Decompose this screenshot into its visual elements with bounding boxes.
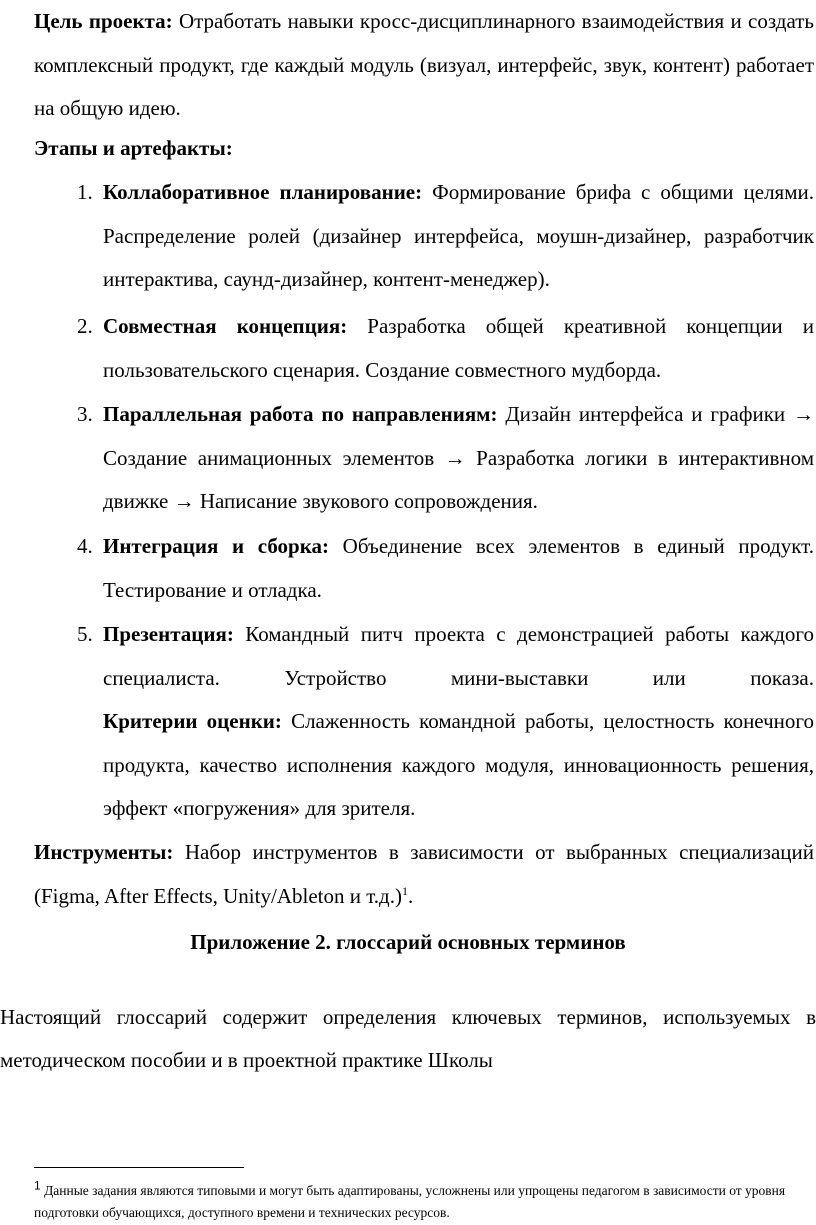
stage-body [103,305,814,392]
stage-text: Командный питч проекта с демонстрацией работы каждого специалиста. Устройство мини-выставки или показа. [103,622,814,690]
stage-number: 5. [77,622,93,646]
appendix-title: Приложение 2. глоссарий основных терминов [190,930,626,954]
stage-title: Интеграция и сборка: [103,534,330,558]
tools-text: Набор инструментов в зависимости от выбранных специализаций (Figma, After Effects, Unity/Ableton и т.д.) [34,840,814,908]
stage-body [103,613,814,700]
stage-body [103,171,814,302]
stages-heading: Этапы и артефакты: [34,136,233,160]
stage-number: 2. [77,314,93,338]
stage-body [103,525,814,612]
footnote-mark: 1 [34,1178,41,1193]
stage-number: 1. [77,180,93,204]
footnote-text: Данные задания являются типовыми и могут быть адаптированы, усложнены или упрощены педагогом в зависимости от уровня подготовки обучающихся, доступного времени и технических ресурсов. [34,1183,786,1220]
criteria-text: Слаженность командной работы, целостность конечного продукта, качество исполнения каждого модуля, инновационность решения, эффект «погружения» для зрителя. [103,709,815,821]
stage-title: Коллаборативное планирование: [103,180,423,204]
stage-item [77,525,814,612]
stage-text: Дизайн интерфейса и графики → Создание анимационных элементов → Разработка логики в интерактивном движке → Написание звукового сопровождения. [103,402,815,514]
glossary-intro: Настоящий глоссарий содержит определения ключевых терминов, используемых в методическом пособии и в проектной практике Школы [0,1005,816,1072]
criteria [103,700,814,831]
footnote-separator [34,1167,244,1168]
stage-title: Совместная концепция: [103,314,348,338]
stage-text: Объединение всех элементов в единый продукт. Тестирование и отладка. [103,534,814,602]
stage-body [103,393,814,524]
stage-item [77,613,814,831]
project-goal [34,0,814,131]
stage-title: Параллельная работа по направлениям: [103,402,498,426]
footnote-reference[interactable]: 1 [401,883,408,898]
stage-item [77,171,814,302]
goal-text: Отработать навыки кросс-дисциплинарного взаимодействия и создать комплексный продукт, где каждый модуль (визуал, интерфейс, звук, контент) работает на общую идею. [34,9,814,121]
stage-item [77,305,814,392]
footnote [34,1180,814,1224]
criteria-label: Критерии оценки: [103,709,282,734]
goal-label: Цель проекта: [34,9,173,33]
tools-label: Инструменты: [34,840,174,864]
stage-number: 3. [77,402,93,426]
stage-text: Формирование брифа с общими целями. Распределение ролей (дизайнер интерфейса, моушн-дизайнер, разработчик интерактива, саунд-дизайнер, контент-менеджер). [103,180,814,292]
tools: Инструменты: Набор инструментов в зависимости от выбранных специализаций (Figma, After Effects, Unity/Ableton и т.д.)$^1$. [34,840,814,908]
stage-title: Презентация: [103,622,234,646]
stage-number: 4. [77,534,93,558]
stage-text: Разработка общей креативной концепции и пользовательского сценария. Создание совместного мудборда. [103,314,814,382]
stage-item [77,393,814,524]
